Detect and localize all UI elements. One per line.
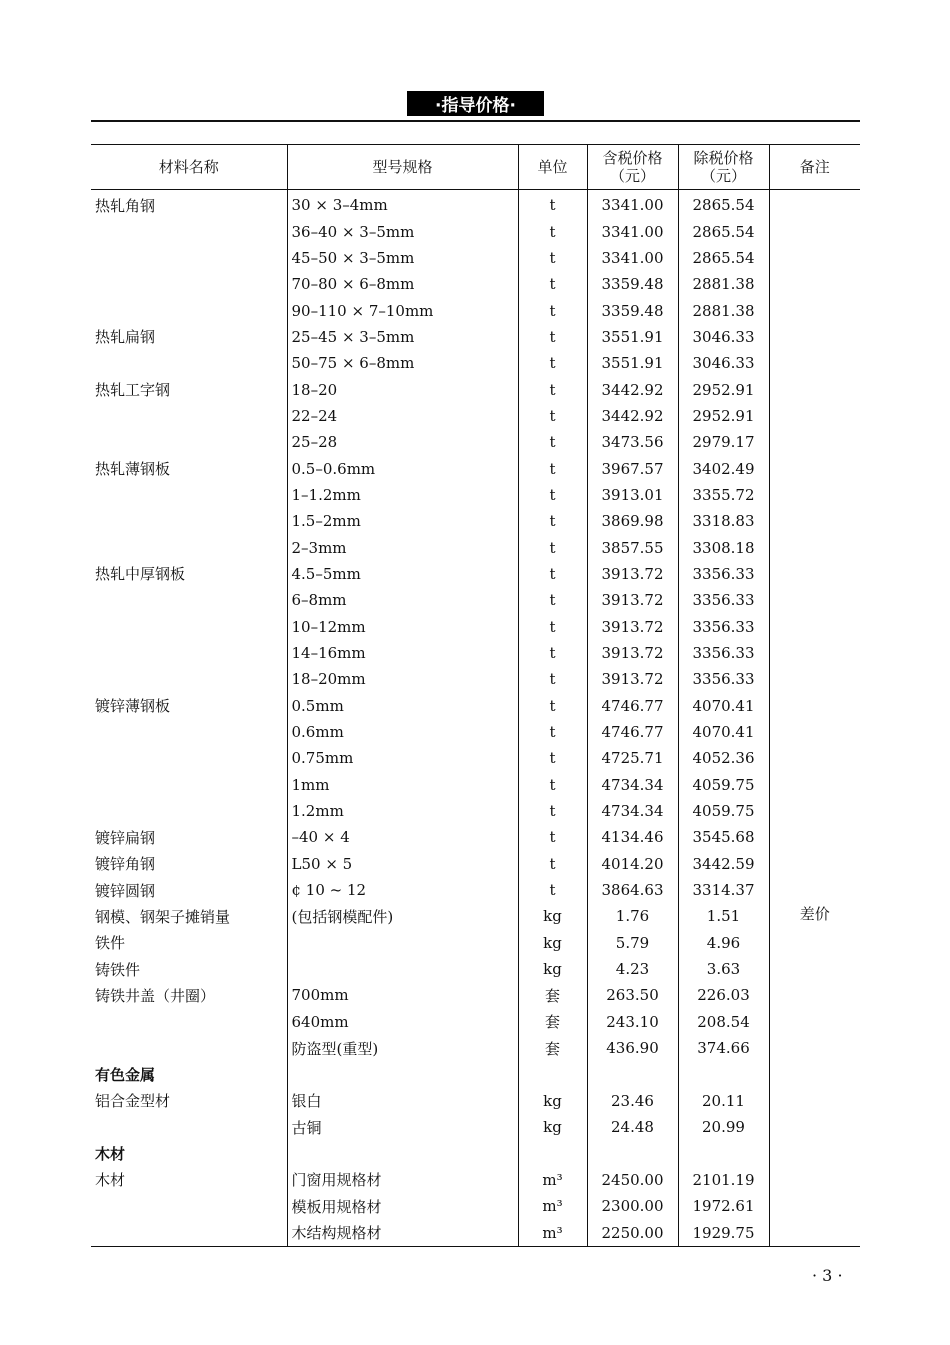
cell-price-notax: 20.99 xyxy=(678,1114,769,1140)
cell-price-tax: 436.90 xyxy=(587,1035,678,1061)
column-header-price-notax: 除税价格 （元） xyxy=(678,145,769,190)
cell-price-notax: 4.96 xyxy=(678,930,769,956)
cell-price-notax: 3442.59 xyxy=(678,851,769,877)
cell-spec: 防盗型(重型) xyxy=(287,1035,518,1061)
cell-material-name: 镀锌薄钢板 xyxy=(95,697,171,716)
cell-material-name: 铁件 xyxy=(95,934,126,953)
cell-material-name xyxy=(91,403,287,429)
cell-spec xyxy=(287,1140,518,1166)
table-row xyxy=(91,587,860,613)
cell-spec: ¢ 10 ~ 12 xyxy=(287,877,518,903)
cell-price-notax: 3356.33 xyxy=(678,666,769,692)
cell-spec: 门窗用规格材 xyxy=(287,1167,518,1193)
cell-price-notax: 2881.38 xyxy=(678,271,769,297)
table-row xyxy=(91,745,860,771)
column-header-name: 材料名称 xyxy=(91,145,287,190)
cell-price-notax: 3356.33 xyxy=(678,614,769,640)
cell-material-name: 铝合金型材 xyxy=(95,1092,171,1111)
table-row xyxy=(91,1009,860,1035)
cell-price-tax: 3341.00 xyxy=(587,218,678,244)
cell-price-tax: 3551.91 xyxy=(587,324,678,350)
cell-unit: t xyxy=(518,297,587,323)
cell-material-name xyxy=(91,350,287,376)
cell-price-notax: 2952.91 xyxy=(678,376,769,402)
cell-spec: 14–16mm xyxy=(287,640,518,666)
cell-price-tax: 1.76 xyxy=(587,903,678,929)
cell-price-notax: 2952.91 xyxy=(678,403,769,429)
cell-price-tax xyxy=(587,1140,678,1166)
cell-material-name: 铸铁件 xyxy=(95,960,141,979)
cell-spec: 22–24 xyxy=(287,403,518,429)
cell-price-notax: 226.03 xyxy=(678,982,769,1008)
cell-note xyxy=(769,693,860,719)
cell-material-name xyxy=(91,1114,287,1140)
cell-note xyxy=(769,1167,860,1193)
table-row xyxy=(91,1219,860,1246)
cell-price-tax: 3913.72 xyxy=(587,561,678,587)
cell-price-tax: 4746.77 xyxy=(587,719,678,745)
table-row xyxy=(91,508,860,534)
cell-material-name: 镀锌扁钢 xyxy=(95,828,156,847)
cell-material-name: 热轧扁钢 xyxy=(95,328,156,347)
table-row xyxy=(91,798,860,824)
cell-price-tax: 3359.48 xyxy=(587,297,678,323)
cell-price-tax: 3341.00 xyxy=(587,245,678,271)
cell-price-notax: 2979.17 xyxy=(678,429,769,455)
cell-unit: t xyxy=(518,745,587,771)
cell-price-tax: 4014.20 xyxy=(587,851,678,877)
table-row xyxy=(91,693,860,719)
cell-unit: t xyxy=(518,719,587,745)
cell-price-tax: 3913.72 xyxy=(587,587,678,613)
cell-price-notax: 3356.33 xyxy=(678,561,769,587)
cell-unit: t xyxy=(518,429,587,455)
cell-price-notax: 1.51 xyxy=(678,903,769,929)
cell-note xyxy=(769,772,860,798)
cell-material-name xyxy=(91,587,287,613)
cell-unit: kg xyxy=(518,1114,587,1140)
cell-unit: t xyxy=(518,350,587,376)
table-row xyxy=(91,534,860,560)
cell-spec: 70–80 × 6–8mm xyxy=(287,271,518,297)
cell-note xyxy=(769,1193,860,1219)
table-row xyxy=(91,1114,860,1140)
cell-price-tax: 4.23 xyxy=(587,956,678,982)
cell-spec: 1–1.2mm xyxy=(287,482,518,508)
table-row xyxy=(91,245,860,271)
column-header-price-tax: 含税价格 （元） xyxy=(587,145,678,190)
table-row xyxy=(91,1035,860,1061)
cell-note xyxy=(769,561,860,587)
cell-price-tax: 243.10 xyxy=(587,1009,678,1035)
cell-note xyxy=(769,350,860,376)
cell-spec: (包括钢模配件) xyxy=(287,903,518,929)
cell-price-notax: 3355.72 xyxy=(678,482,769,508)
cell-note xyxy=(769,1035,860,1061)
cell-unit: t xyxy=(518,666,587,692)
cell-spec: 0.5–0.6mm xyxy=(287,455,518,481)
cell-material-name xyxy=(91,614,287,640)
table-row xyxy=(91,376,860,402)
table-row xyxy=(91,350,860,376)
cell-unit: t xyxy=(518,561,587,587)
cell-note xyxy=(769,640,860,666)
cell-price-tax: 3967.57 xyxy=(587,455,678,481)
table-row xyxy=(91,271,860,297)
table-row xyxy=(91,982,860,1008)
cell-spec: 0.5mm xyxy=(287,693,518,719)
table-row xyxy=(91,956,860,982)
cell-spec: 1.2mm xyxy=(287,798,518,824)
cell-unit: kg xyxy=(518,930,587,956)
cell-spec: 25–28 xyxy=(287,429,518,455)
cell-spec: 30 × 3–4mm xyxy=(287,190,518,219)
cell-spec: 700mm xyxy=(287,982,518,1008)
section-title-banner: ·指导价格· xyxy=(407,91,544,116)
cell-note xyxy=(769,1088,860,1114)
table-row xyxy=(91,403,860,429)
cell-material-name xyxy=(91,218,287,244)
cell-note xyxy=(769,877,860,903)
cell-unit: kg xyxy=(518,956,587,982)
cell-note xyxy=(769,1219,860,1246)
cell-price-notax: 3356.33 xyxy=(678,640,769,666)
cell-price-tax: 3869.98 xyxy=(587,508,678,534)
cell-unit: m³ xyxy=(518,1193,587,1219)
cell-unit: t xyxy=(518,508,587,534)
cell-unit: t xyxy=(518,245,587,271)
cell-material-name xyxy=(91,640,287,666)
table-row xyxy=(91,877,860,903)
table-body xyxy=(91,190,860,1247)
cell-price-tax: 3857.55 xyxy=(587,534,678,560)
cell-price-tax: 4734.34 xyxy=(587,772,678,798)
cell-note xyxy=(769,1009,860,1035)
cell-note: 差价 xyxy=(769,903,860,929)
cell-price-tax: 4734.34 xyxy=(587,798,678,824)
cell-spec: 2–3mm xyxy=(287,534,518,560)
cell-note xyxy=(769,1140,860,1166)
cell-material-name: 镀锌圆钢 xyxy=(95,881,156,900)
cell-price-notax: 4070.41 xyxy=(678,719,769,745)
cell-material-name: 热轧中厚钢板 xyxy=(95,565,186,584)
cell-note xyxy=(769,798,860,824)
cell-note xyxy=(769,824,860,850)
cell-note xyxy=(769,614,860,640)
cell-spec: 1mm xyxy=(287,772,518,798)
cell-price-notax: 3402.49 xyxy=(678,455,769,481)
cell-price-notax: 4059.75 xyxy=(678,772,769,798)
cell-material-name xyxy=(91,297,287,323)
cell-note xyxy=(769,587,860,613)
table-row xyxy=(91,1167,860,1193)
cell-spec: 4.5–5mm xyxy=(287,561,518,587)
cell-price-tax: 3913.72 xyxy=(587,614,678,640)
cell-unit: t xyxy=(518,271,587,297)
cell-price-tax: 3359.48 xyxy=(587,271,678,297)
table-row xyxy=(91,930,860,956)
cell-note xyxy=(769,956,860,982)
column-header-spec: 型号规格 xyxy=(287,145,518,190)
cell-price-notax: 3356.33 xyxy=(678,587,769,613)
cell-price-notax: 1972.61 xyxy=(678,1193,769,1219)
cell-price-notax: 3308.18 xyxy=(678,534,769,560)
cell-unit: m³ xyxy=(518,1167,587,1193)
cell-unit: kg xyxy=(518,1088,587,1114)
cell-price-notax: 4059.75 xyxy=(678,798,769,824)
cell-price-tax: 5.79 xyxy=(587,930,678,956)
cell-spec: 1.5–2mm xyxy=(287,508,518,534)
cell-unit: t xyxy=(518,640,587,666)
table-row xyxy=(91,1061,860,1087)
cell-price-tax: 3913.72 xyxy=(587,666,678,692)
table-row xyxy=(91,772,860,798)
cell-spec: L50 × 5 xyxy=(287,851,518,877)
cell-unit: t xyxy=(518,851,587,877)
cell-price-notax: 3314.37 xyxy=(678,877,769,903)
table-row xyxy=(91,851,860,877)
cell-spec: 45–50 × 3–5mm xyxy=(287,245,518,271)
cell-unit: t xyxy=(518,324,587,350)
cell-price-tax: 263.50 xyxy=(587,982,678,1008)
cell-price-tax: 3442.92 xyxy=(587,403,678,429)
cell-note xyxy=(769,508,860,534)
cell-unit: t xyxy=(518,772,587,798)
cell-unit: t xyxy=(518,455,587,481)
cell-note xyxy=(769,534,860,560)
cell-material-name xyxy=(91,508,287,534)
cell-unit: t xyxy=(518,482,587,508)
cell-price-notax: 20.11 xyxy=(678,1088,769,1114)
table-row xyxy=(91,324,860,350)
table-row xyxy=(91,297,860,323)
cell-unit: t xyxy=(518,403,587,429)
cell-unit: t xyxy=(518,218,587,244)
cell-price-notax: 2865.54 xyxy=(678,218,769,244)
cell-price-notax: 3046.33 xyxy=(678,324,769,350)
cell-price-notax: 3046.33 xyxy=(678,350,769,376)
price-table xyxy=(91,144,860,1247)
cell-material-name: 热轧工字钢 xyxy=(95,381,171,400)
table-row xyxy=(91,666,860,692)
cell-note xyxy=(769,245,860,271)
cell-spec: 36–40 × 3–5mm xyxy=(287,218,518,244)
table-header-row xyxy=(91,145,860,190)
cell-note xyxy=(769,719,860,745)
cell-price-notax: 2865.54 xyxy=(678,190,769,219)
cell-spec: 0.6mm xyxy=(287,719,518,745)
table-row xyxy=(91,455,860,481)
cell-material-name: 钢模、钢架子摊销量 xyxy=(95,907,231,926)
table-row xyxy=(91,824,860,850)
cell-unit: 套 xyxy=(518,1035,587,1061)
cell-material-name xyxy=(91,1009,287,1035)
cell-spec: 6–8mm xyxy=(287,587,518,613)
cell-price-notax: 2881.38 xyxy=(678,297,769,323)
cell-spec: 18–20mm xyxy=(287,666,518,692)
page-number: · 3 · xyxy=(812,1266,843,1285)
cell-price-tax: 23.46 xyxy=(587,1088,678,1114)
table-row xyxy=(91,1140,860,1166)
cell-note xyxy=(769,271,860,297)
cell-price-tax: 2250.00 xyxy=(587,1219,678,1246)
header-rule xyxy=(91,120,860,122)
cell-price-tax: 3341.00 xyxy=(587,190,678,219)
cell-material-name xyxy=(91,271,287,297)
cell-price-notax: 2865.54 xyxy=(678,245,769,271)
cell-price-notax: 3.63 xyxy=(678,956,769,982)
cell-price-notax: 4070.41 xyxy=(678,693,769,719)
cell-price-tax: 3442.92 xyxy=(587,376,678,402)
cell-note xyxy=(769,218,860,244)
table-row xyxy=(91,190,860,219)
table-row xyxy=(91,903,860,929)
cell-spec xyxy=(287,930,518,956)
cell-note xyxy=(769,666,860,692)
cell-material-name xyxy=(91,482,287,508)
cell-unit: t xyxy=(518,534,587,560)
cell-price-tax: 3864.63 xyxy=(587,877,678,903)
cell-material-name xyxy=(91,534,287,560)
cell-note xyxy=(769,851,860,877)
cell-unit: t xyxy=(518,824,587,850)
cell-material-name xyxy=(91,772,287,798)
table-row xyxy=(91,218,860,244)
cell-price-tax: 4725.71 xyxy=(587,745,678,771)
cell-unit: t xyxy=(518,190,587,219)
cell-spec: 模板用规格材 xyxy=(287,1193,518,1219)
cell-material-name xyxy=(91,719,287,745)
cell-unit: 套 xyxy=(518,982,587,1008)
cell-price-tax xyxy=(587,1061,678,1087)
cell-price-tax: 2450.00 xyxy=(587,1167,678,1193)
cell-price-tax: 4746.77 xyxy=(587,693,678,719)
cell-price-notax xyxy=(678,1061,769,1087)
cell-price-tax: 2300.00 xyxy=(587,1193,678,1219)
cell-note xyxy=(769,297,860,323)
cell-price-tax: 3913.72 xyxy=(587,640,678,666)
cell-unit: t xyxy=(518,693,587,719)
cell-material-name xyxy=(91,1219,287,1246)
cell-unit: t xyxy=(518,798,587,824)
cell-spec: –40 × 4 xyxy=(287,824,518,850)
cell-note xyxy=(769,403,860,429)
cell-spec xyxy=(287,956,518,982)
cell-price-notax: 1929.75 xyxy=(678,1219,769,1246)
column-header-unit: 单位 xyxy=(518,145,587,190)
cell-spec: 50–75 × 6–8mm xyxy=(287,350,518,376)
cell-price-notax xyxy=(678,1140,769,1166)
column-header-note: 备注 xyxy=(769,145,860,190)
cell-material-name xyxy=(91,745,287,771)
cell-material-name xyxy=(91,1193,287,1219)
cell-spec: 18–20 xyxy=(287,376,518,402)
cell-spec xyxy=(287,1061,518,1087)
cell-note xyxy=(769,982,860,1008)
cell-unit: kg xyxy=(518,903,587,929)
cell-spec: 90–110 × 7–10mm xyxy=(287,297,518,323)
table-row xyxy=(91,561,860,587)
cell-note xyxy=(769,429,860,455)
cell-material-name xyxy=(91,245,287,271)
cell-unit: t xyxy=(518,376,587,402)
cell-spec: 木结构规格材 xyxy=(287,1219,518,1246)
cell-spec: 银白 xyxy=(287,1088,518,1114)
cell-note xyxy=(769,190,860,219)
table-row xyxy=(91,429,860,455)
cell-unit: t xyxy=(518,614,587,640)
cell-unit xyxy=(518,1061,587,1087)
cell-price-notax: 4052.36 xyxy=(678,745,769,771)
cell-material-name: 木材 xyxy=(95,1145,126,1164)
cell-spec: 25–45 × 3–5mm xyxy=(287,324,518,350)
cell-material-name: 木材 xyxy=(95,1171,126,1190)
cell-price-notax: 3545.68 xyxy=(678,824,769,850)
table-row xyxy=(91,640,860,666)
cell-note xyxy=(769,324,860,350)
cell-unit: t xyxy=(518,587,587,613)
cell-price-tax: 3551.91 xyxy=(587,350,678,376)
cell-price-tax: 4134.46 xyxy=(587,824,678,850)
cell-note xyxy=(769,745,860,771)
cell-price-tax: 3473.56 xyxy=(587,429,678,455)
cell-note xyxy=(769,1061,860,1087)
cell-note xyxy=(769,455,860,481)
table-row xyxy=(91,614,860,640)
cell-material-name xyxy=(91,798,287,824)
cell-unit xyxy=(518,1140,587,1166)
cell-material-name: 有色金属 xyxy=(95,1066,156,1085)
cell-note xyxy=(769,930,860,956)
cell-price-tax: 24.48 xyxy=(587,1114,678,1140)
cell-price-notax: 3318.83 xyxy=(678,508,769,534)
cell-price-notax: 374.66 xyxy=(678,1035,769,1061)
table-row xyxy=(91,1193,860,1219)
cell-material-name: 铸铁井盖（井圈） xyxy=(95,986,216,1005)
cell-material-name: 热轧薄钢板 xyxy=(95,460,171,479)
cell-material-name: 镀锌角钢 xyxy=(95,855,156,874)
cell-material-name xyxy=(91,666,287,692)
table-row xyxy=(91,482,860,508)
cell-spec: 古铜 xyxy=(287,1114,518,1140)
cell-material-name xyxy=(91,1035,287,1061)
cell-note xyxy=(769,1114,860,1140)
cell-material-name xyxy=(91,429,287,455)
table-row xyxy=(91,1088,860,1114)
cell-unit: t xyxy=(518,877,587,903)
cell-price-tax: 3913.01 xyxy=(587,482,678,508)
cell-unit: m³ xyxy=(518,1219,587,1246)
cell-note xyxy=(769,482,860,508)
cell-price-notax: 208.54 xyxy=(678,1009,769,1035)
cell-price-notax: 2101.19 xyxy=(678,1167,769,1193)
cell-spec: 10–12mm xyxy=(287,614,518,640)
cell-unit: 套 xyxy=(518,1009,587,1035)
cell-material-name: 热轧角钢 xyxy=(95,196,156,215)
cell-spec: 640mm xyxy=(287,1009,518,1035)
cell-note xyxy=(769,376,860,402)
cell-spec: 0.75mm xyxy=(287,745,518,771)
table-row xyxy=(91,719,860,745)
